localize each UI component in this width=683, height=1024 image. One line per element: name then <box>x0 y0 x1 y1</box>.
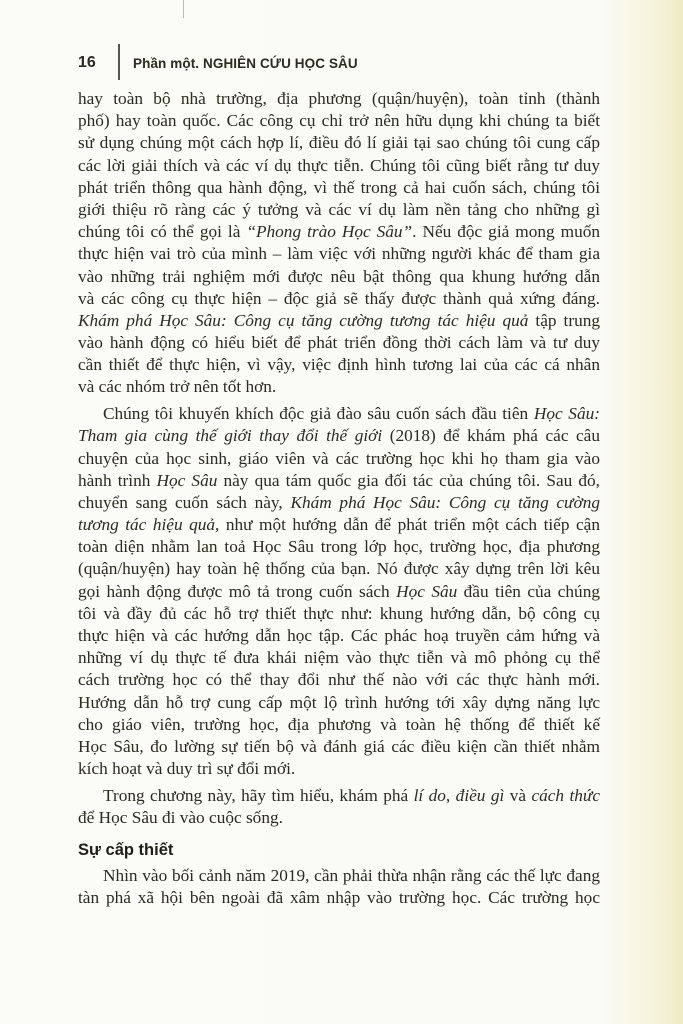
text-span: những ví dụ thực tế đưa khái niệm vào thực tiễn và mô phỏng cụ thể <box>78 648 600 668</box>
scan-mark <box>183 0 184 18</box>
text-span: . Nếu độc giả mong muốn <box>412 222 600 242</box>
header-divider <box>118 44 120 80</box>
italic-text: Tham gia cùng thế giới thay đổi thế giới <box>78 426 383 446</box>
text-span: Hướng dẫn hỗ trợ cung cấp một lộ trình hướng tới xây dựng năng lực <box>78 692 600 712</box>
text-line <box>78 243 600 265</box>
paragraph <box>78 403 600 780</box>
text-span: cách trường học có thể thay đổi như thế nào với các thực hành mới. <box>78 670 600 690</box>
text-line <box>78 581 600 603</box>
text-line <box>78 807 600 829</box>
text-span: phố) hay toàn quốc. Các công cụ chỉ trở nên hữu dụng khi chúng ta biết <box>78 111 600 131</box>
italic-text: Học Sâu: <box>533 404 600 424</box>
text-line <box>78 514 600 536</box>
text-span: cho giáo viên, trường học, địa phương và toàn hệ thống để thiết kế <box>78 714 600 734</box>
text-span: gọi hành động được mô tả trong cuốn sách <box>78 581 397 601</box>
italic-text: Học Sâu <box>396 581 458 601</box>
italic-text: “Phong trào Học Sâu” <box>246 222 413 242</box>
text-line <box>78 199 600 221</box>
italic-text: Khám phá Học Sâu: Công cụ tăng cường <box>290 492 600 512</box>
running-header <box>78 50 358 76</box>
text-line <box>78 155 600 177</box>
text-span: và <box>504 785 532 805</box>
text-line <box>78 266 600 288</box>
text-span: , <box>445 785 456 805</box>
text-span: (2018) để khám phá các câu <box>382 426 600 446</box>
text-line <box>78 448 600 470</box>
text-line <box>78 887 600 909</box>
text-span: (quận/huyện) hay toàn hệ thống của bạn. Nó được xây dựng trên lời kêu <box>78 559 600 579</box>
text-span: sử dụng chúng một cách hợp lí, điều đó lí giải tại sao chúng tôi cung cấp <box>78 133 600 153</box>
italic-text: điều gì <box>455 785 505 805</box>
italic-text: Học Sâu <box>156 470 218 490</box>
section-heading: Sự cấp thiết <box>78 841 174 860</box>
text-line <box>78 110 600 132</box>
text-line <box>78 647 600 669</box>
text-line <box>78 88 600 110</box>
text-span: và các công cụ thực hiện – độc giả sẽ thấy được thành quả xứng đáng. <box>78 288 600 308</box>
text-span: Chúng tôi khuyến khích độc giả đào sâu cuốn sách đầu tiên <box>103 404 534 424</box>
text-span: thực hiện vai trò của mình – làm việc với những người khác để tham gia <box>78 244 600 264</box>
text-line <box>78 288 600 310</box>
text-span: các lời giải thích và các ví dụ thực tiễn. Chúng tôi cũng biết rằng tư duy <box>78 155 600 175</box>
italic-text: tương tác hiệu quả, <box>78 515 220 535</box>
paragraph <box>78 88 600 399</box>
page-number: 16 <box>78 54 96 71</box>
text-span: như một hướng dẫn để phát triển một cách tiếp cận <box>219 515 600 535</box>
text-line <box>78 403 600 425</box>
text-line <box>78 425 600 447</box>
paragraph <box>78 785 600 829</box>
text-span: hành trình <box>78 470 157 490</box>
text-span: chuyện của học sinh, giáo viên và các trường học khi họ tham gia vào <box>78 448 600 468</box>
text-line <box>78 376 600 398</box>
text-span: và các nhóm trở nên tốt hơn. <box>78 377 277 397</box>
page-body <box>78 88 600 914</box>
text-line <box>78 132 600 154</box>
text-line <box>78 714 600 736</box>
text-line <box>78 865 600 887</box>
text-line <box>78 536 600 558</box>
text-line <box>78 332 600 354</box>
text-span: thực hiện và các hướng dẫn học tập. Các phác hoạ truyền cảm hứng và <box>78 626 600 645</box>
text-span: Nhìn vào bối cảnh năm 2019, cần phải thừa nhận rằng các thế lực đang <box>103 866 600 886</box>
text-line <box>78 758 600 780</box>
text-line <box>78 310 600 332</box>
text-span: tập trung <box>528 310 600 330</box>
section-paragraphs <box>78 865 600 909</box>
paragraph <box>78 865 600 909</box>
text-span: vào những trải nghiệm mới được nêu bật thông qua khung hướng dẫn <box>78 266 600 286</box>
text-line <box>78 692 600 714</box>
text-span: Trong chương này, hãy tìm hiểu, khám phá <box>103 785 414 805</box>
text-span: Học Sâu, đo lường sự tiến bộ và đánh giá các điều kiện cần thiết nhằm <box>78 736 600 756</box>
text-span: cần thiết để thực hiện, vì vậy, việc định hình tương lai của các cá nhân <box>78 355 600 375</box>
italic-text: Khám phá Học Sâu: Công cụ tăng cường tương tác hiệu quả <box>78 310 529 330</box>
italic-text: lí do <box>413 785 446 805</box>
text-span: chuyển sang cuốn sách này, <box>78 492 291 512</box>
text-line <box>78 736 600 758</box>
text-span: chúng tôi có thể gọi là <box>78 222 247 242</box>
text-span: này qua tám quốc gia đối tác của chúng tôi. Sau đó, <box>217 470 600 490</box>
text-line <box>78 558 600 580</box>
text-line <box>78 625 600 647</box>
text-span: hay toàn bộ nhà trường, địa phương (quận/huyện), toàn tỉnh (thành <box>78 89 600 108</box>
text-line <box>78 669 600 691</box>
text-span: tàn phá xã hội bên ngoài đã xâm nhập vào trường học. Các trường học <box>78 888 600 908</box>
text-span: toàn diện nhằm lan toả Học Sâu trong lớp học, trường học, địa phương <box>78 537 600 557</box>
text-span: vào hành động có hiểu biết để phát triển đồng thời cách làm và tư duy <box>78 333 600 353</box>
paragraphs <box>78 88 600 829</box>
text-span: tôi và đầy đủ các hỗ trợ thiết thực như: khung hướng dẫn, bộ công cụ <box>78 603 600 623</box>
text-span: để Học Sâu đi vào cuộc sống. <box>78 808 283 827</box>
running-title: Phần một. NGHIÊN CỨU HỌC SÂU <box>133 55 358 71</box>
text-line <box>78 177 600 199</box>
text-span: kích hoạt và duy trì sự đổi mới. <box>78 759 296 779</box>
text-line <box>78 492 600 514</box>
text-line <box>78 470 600 492</box>
text-span: giới thiệu rõ ràng các ý tưởng và các ví dụ làm nền tảng cho những gì <box>78 199 600 219</box>
text-line <box>78 603 600 625</box>
text-line <box>78 354 600 376</box>
text-line <box>78 785 600 807</box>
text-line <box>78 221 600 243</box>
text-span: phát triển thông qua hành động, vì thế trong cả hai cuốn sách, chúng tôi <box>78 177 600 197</box>
italic-text: cách thức <box>531 785 601 805</box>
text-span: đầu tiên của chúng <box>457 581 600 601</box>
